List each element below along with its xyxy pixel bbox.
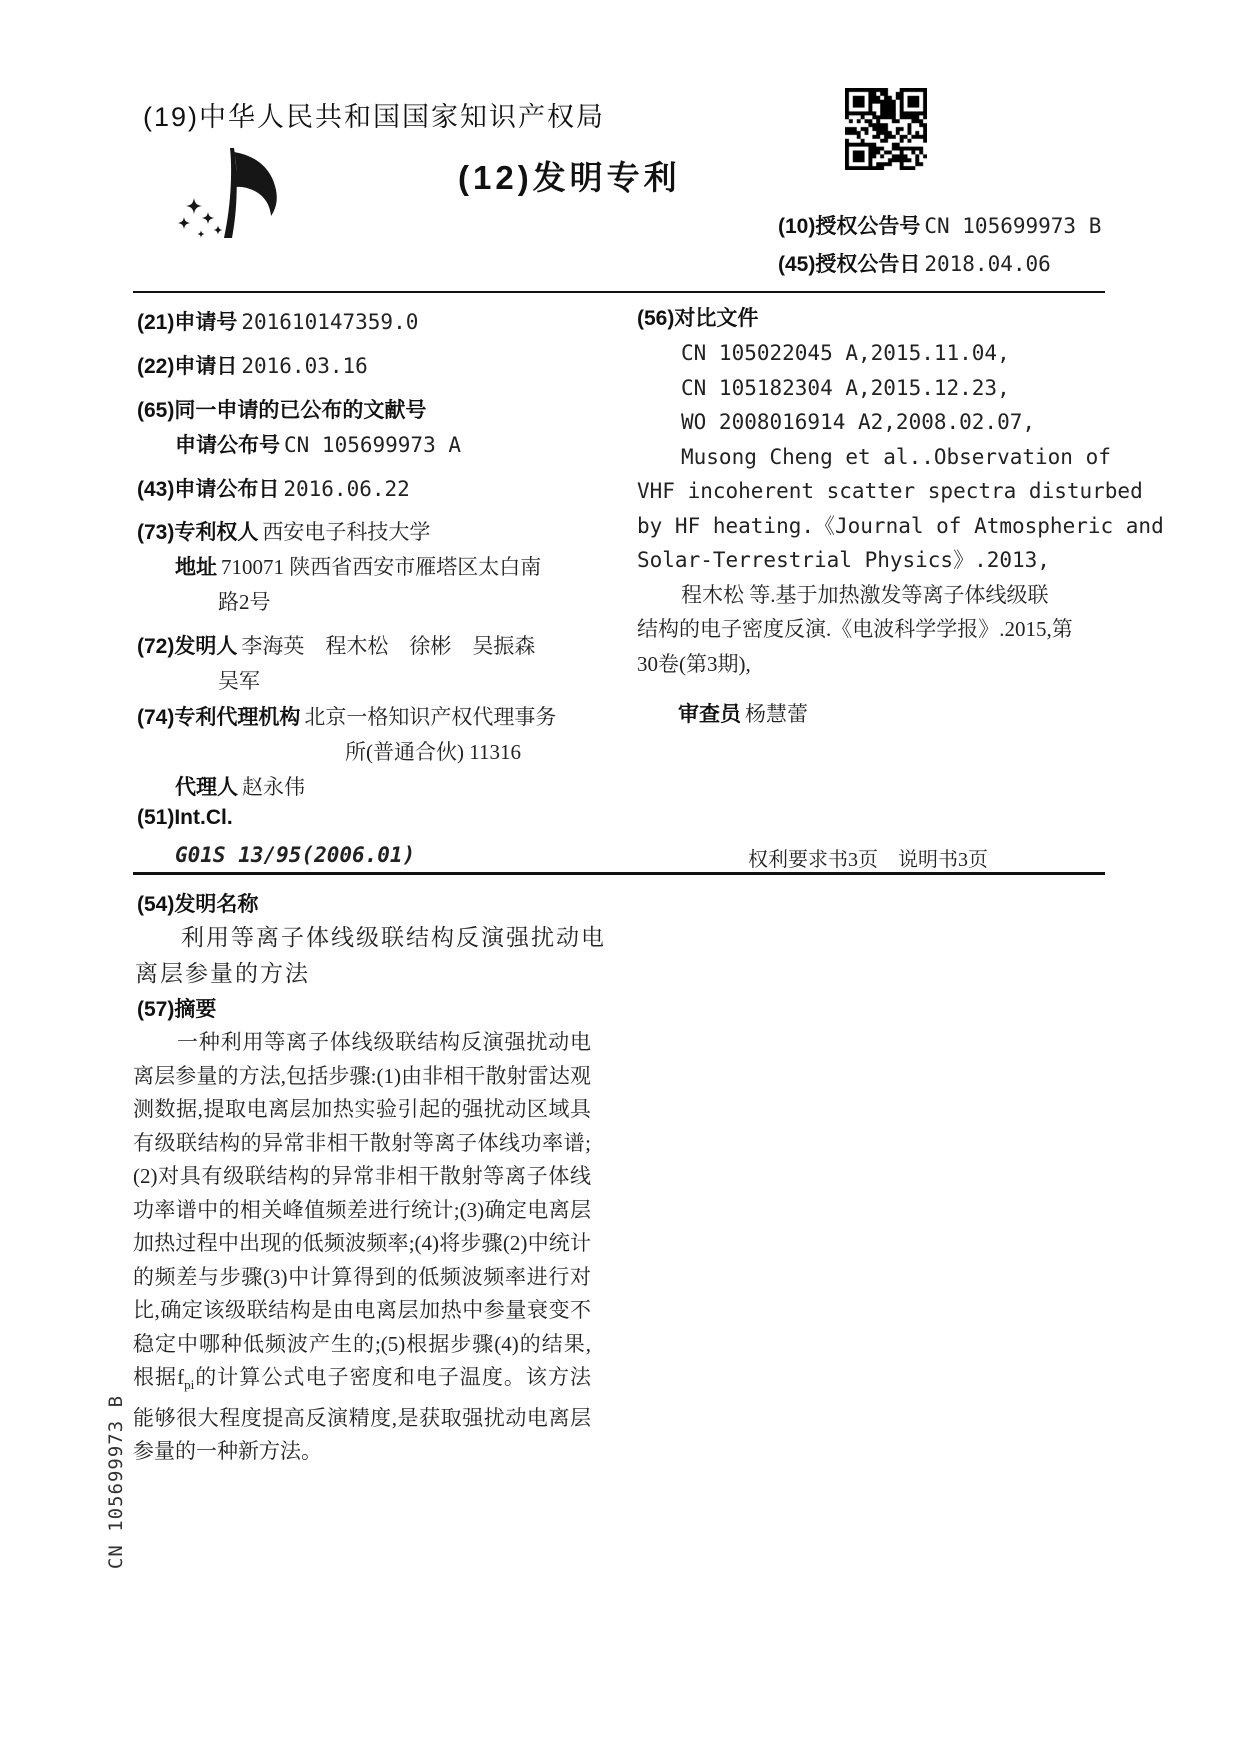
reference-line: 30卷(第3期),	[637, 651, 751, 676]
publication-number-value: CN 105699973 A	[284, 433, 462, 457]
int-cl-value: G01S 13/95(2006.01)	[175, 843, 416, 867]
abstract-label: (57)摘要	[137, 998, 217, 1021]
agency-label: (74)专利代理机构	[137, 706, 301, 729]
application-date-row	[137, 350, 368, 380]
reference-line: CN 105182304 A,2015.12.23,	[681, 375, 1010, 400]
patent-office-name: (19)中华人民共和国国家知识产权局	[143, 102, 606, 132]
same-application-row	[137, 394, 426, 424]
same-application-label: (65)同一申请的已公布的文献号	[137, 399, 427, 422]
reference-line: 程木松 等.基于加热激发等离子体线级联	[681, 582, 1049, 607]
grant-number-label: (10)授权公告号	[778, 215, 921, 238]
abstract-text	[133, 1026, 591, 1469]
publication-number-row	[175, 429, 461, 459]
header-divider	[133, 291, 1105, 293]
address-value-line1: 710071 陕西省西安市雁塔区太白南	[221, 555, 542, 579]
inventors-row	[137, 630, 535, 660]
reference-line: VHF incoherent scatter spectra disturbed	[637, 479, 1143, 503]
reference-line: 结构的电子密度反演.《电波科学学报》.2015,第	[637, 617, 1073, 641]
reference-line: WO 2008016914 A2,2008.02.07,	[681, 410, 1036, 434]
grant-number-row	[778, 210, 1101, 240]
examiner-row	[678, 698, 808, 728]
reference-line: CN 105022045 A,2015.11.04,	[681, 341, 1010, 365]
publication-date-value: 2016.06.22	[283, 477, 410, 501]
agent-value: 赵永伟	[242, 775, 305, 799]
application-date-value: 2016.03.16	[241, 354, 368, 378]
publication-date-label: (43)申请公布日	[137, 478, 280, 501]
abstract-subscript: pi	[184, 1377, 195, 1393]
cnipa-logo-graphic	[170, 146, 288, 240]
cnipa-logo	[170, 146, 288, 245]
patentee-value: 西安电子科技大学	[262, 520, 431, 544]
grant-date-row	[778, 248, 1051, 278]
inventors-label: (72)发明人	[137, 635, 238, 658]
agent-row	[175, 771, 305, 801]
abstract-text-part1: 一种利用等离子体线级联结构反演强扰动电离层参量的方法,包括步骤:(1)由非相干散射雷达观测数据,提取电离层加热实验引起的强扰动区域具有级联结构的异常非相干散射等离子体线功率谱;(2)对具有级联结构的异常非相干散射等离子体线功率谱中的相关峰值频差进行统计;(3)确定电离层加热过程中出现的低频波频率;(4)将步骤(2)中统计的频差与步骤(3)中计算得到的低频波频率进行对比,确定该级联结构是由电离层加热中参量衰变不稳定中哪种低频波产生的;(5)根据步骤(4)的结果,根据f	[133, 1030, 591, 1389]
agent-label: 代理人	[175, 776, 238, 799]
patentee-label: (73)专利权人	[137, 521, 259, 544]
agency-line2: 所(普通合伙) 11316	[345, 740, 521, 764]
agency-line1: 北京一格知识产权代理事务	[304, 705, 557, 729]
invention-title-text: 利用等离子体线级联结构反演强扰动电离层参量的方法	[135, 925, 606, 986]
reference-line: by HF heating.《Journal of Atmospheric and	[637, 513, 1164, 538]
cited-references-label: (56)对比文件	[637, 307, 759, 330]
application-number-value: 201610147359.0	[241, 310, 419, 334]
address-row	[175, 551, 541, 581]
publication-date-row	[137, 473, 410, 503]
vertical-document-number: CN 105699973 B	[105, 1394, 127, 1570]
application-date-label: (22)申请日	[137, 355, 238, 378]
agency-row	[137, 701, 556, 731]
section-divider	[133, 872, 1105, 875]
abstract-text-part2: 的计算公式电子密度和电子温度。该方法能够很大程度提高反演精度,是获取强扰动电离层参量的一种新方法。	[133, 1365, 592, 1464]
grant-number-value: CN 105699973 B	[924, 214, 1102, 238]
examiner-value: 杨慧蕾	[745, 702, 808, 726]
grant-date-label: (45)授权公告日	[778, 253, 921, 276]
application-number-row	[137, 306, 418, 336]
cited-references-list	[637, 336, 1164, 681]
publication-number-label: 申请公布号	[175, 434, 280, 457]
inventors-line2: 吴军	[218, 669, 260, 693]
page-count-info: 权利要求书3页 说明书3页	[748, 849, 988, 871]
barcode-image	[845, 88, 927, 170]
application-number-label: (21)申请号	[137, 311, 238, 334]
int-cl-label: (51)Int.Cl.	[137, 806, 233, 829]
invention-title-label: (54)发明名称	[137, 893, 259, 916]
reference-line: Solar-Terrestrial Physics》.2013,	[637, 548, 1050, 572]
grant-date-value: 2018.04.06	[924, 252, 1051, 276]
inventors-line1: 李海英 程木松 徐彬 吴振森	[241, 634, 536, 658]
address-value-line2: 路2号	[218, 590, 271, 614]
patentee-row	[137, 516, 430, 546]
address-label: 地址	[175, 556, 217, 579]
document-type-title: (12)发明专利	[458, 159, 681, 196]
reference-line: Musong Cheng et al..Observation of	[681, 444, 1111, 469]
examiner-label: 审查员	[678, 703, 741, 726]
